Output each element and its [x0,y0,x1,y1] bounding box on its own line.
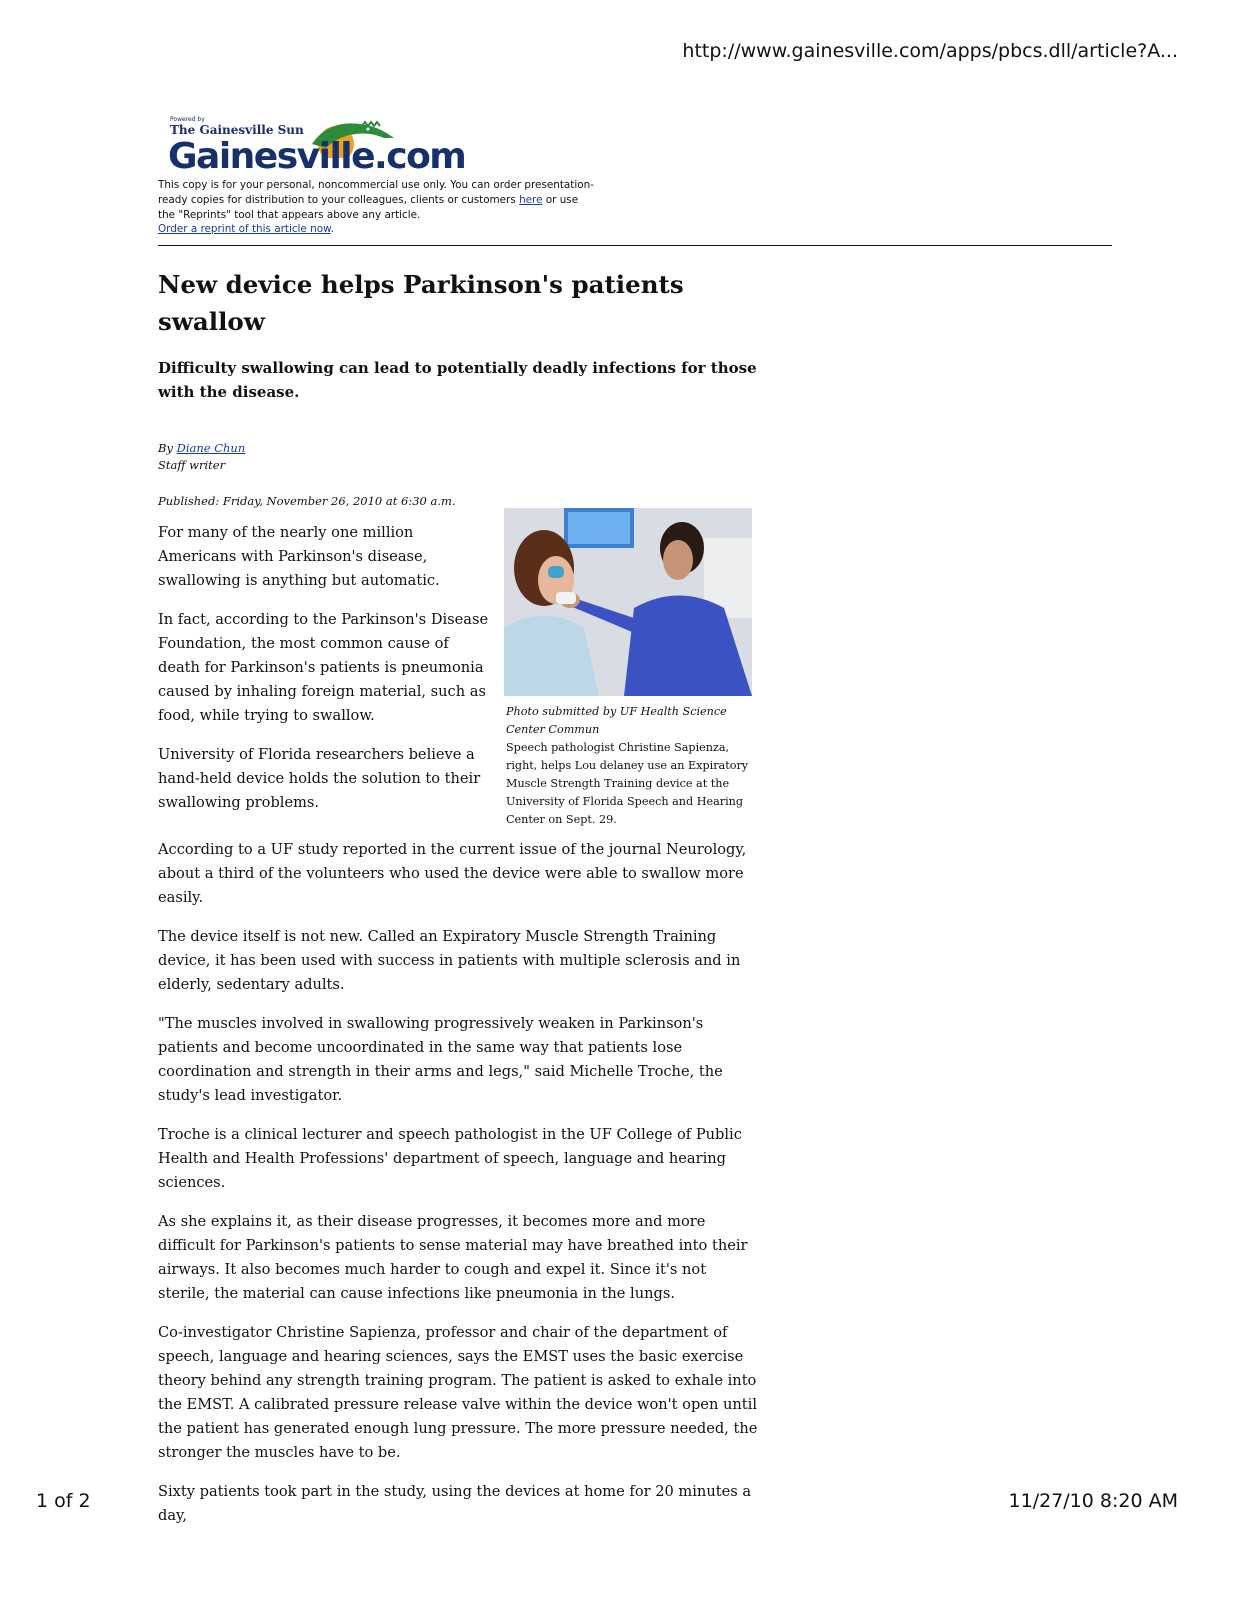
paragraph: Troche is a clinical lecturer and speech pathologist in the UF College of Public Health and Health Professions' department of speech, language and hearing sciences. [158,1126,742,1191]
logo-sun-wordmark: The Gainesville Sun [170,123,304,137]
published-date: Published: Friday, November 26, 2010 at 6:30 a.m. [158,494,456,508]
paragraph: As she explains it, as their disease progresses, it becomes more and more difficult for Parkinson's patients to sense material may have breathed into their airways. It also becomes much harder to cough and expel it. Since it's not sterile, the material can cause infections like pneumonia in the lungs. [158,1213,748,1302]
paragraph: University of Florida researchers believe a hand-held device holds the solution to their swallowing problems. [158,746,481,811]
photo-credit: Photo submitted by UF Health Science Center Commun [506,705,727,736]
order-suffix: . [330,223,334,236]
page-counter: 1 of 2 [36,1490,91,1512]
logo-powered-by: Powered by [170,116,205,123]
article-body [158,838,758,1543]
author-role: Staff writer [158,458,226,472]
article-title: New device helps Parkinson's patients swallow [158,270,684,336]
header-divider [158,245,1112,246]
author-link[interactable]: Diane Chun [176,441,246,455]
gainesville-logo[interactable] [168,116,468,182]
notice-text-1: This copy is for your personal, noncommercial use only. You can order presentation-ready copies for distribution to your colleagues, clients or customers [158,179,594,206]
photo-caption-text: Speech pathologist Christine Sapienza, right, helps Lou delaney use an Expiratory Muscle Strength Training device at the University of Florida Speech and Hearing Center on Sept. 29. [506,741,749,826]
byline [158,440,245,474]
print-timestamp: 11/27/10 8:20 AM [1008,1490,1178,1512]
article-photo[interactable] [504,508,752,696]
article-deck: Difficulty swallowing can lead to potentially deadly infections for those with the disease. [158,359,757,401]
paragraph: For many of the nearly one million Americans with Parkinson's disease, swallowing is anything but automatic. [158,524,440,589]
logo-main-wordmark: Gainesville.com [168,136,466,177]
notice-text-2: or use the "Reprints" tool that appears above any article. [158,193,579,221]
here-link[interactable]: here [519,193,543,206]
paragraph: The device itself is not new. Called an Expiratory Muscle Strength Training device, it has been used with success in patients with multiple sclerosis and in elderly, sedentary adults. [158,928,741,993]
paragraph: Co-investigator Christine Sapienza, professor and chair of the department of speech, language and hearing sciences, says the EMST uses the basic exercise theory behind any strength training program. The patient is asked to exhale into the EMST. A calibrated pressure release valve within the device won't open until the patient has generated enough lung pressure. The more pressure needed, the stronger the muscles have to be. [158,1324,758,1461]
article-lead-column [158,521,494,830]
paragraph: According to a UF study reported in the current issue of the journal Neurology, about a third of the volunteers who used the device were able to swallow more easily. [158,841,747,906]
photo-caption [506,703,752,829]
reprint-notice [158,178,598,237]
paragraph: "The muscles involved in swallowing progressively weaken in Parkinson's patients and become uncoordinated in the same way that patients lose coordination and strength in their arms and legs," said Michelle Troche, the study's lead investigator. [158,1015,723,1104]
paragraph: Sixty patients took part in the study, using the devices at home for 20 minutes a day, [158,1483,752,1524]
page-url: http://www.gainesville.com/apps/pbcs.dll/article?A... [682,40,1178,62]
photo-image [504,508,752,696]
order-reprint-link[interactable]: Order a reprint of this article now [158,223,331,236]
byline-prefix: By [158,441,177,455]
paragraph: In fact, according to the Parkinson's Disease Foundation, the most common cause of death for Parkinson's patients is pneumonia caused by inhaling foreign material, such as food, while trying to swallow. [158,611,489,724]
